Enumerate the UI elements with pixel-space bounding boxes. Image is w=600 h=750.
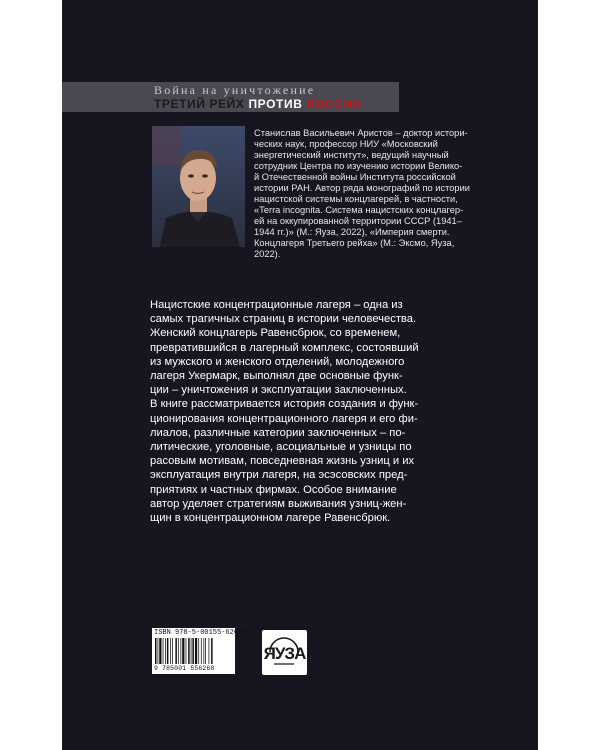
barcode-bar xyxy=(203,638,204,664)
author-bio-line: Концлагеря Третьего рейха» (М.: Эксмо, Яуза, xyxy=(254,238,455,248)
barcode-bar xyxy=(175,638,177,664)
author-bio-line: истории РАН. Автор ряда монографий по истории xyxy=(254,183,470,193)
description-line: ционирования концентрационного лагеря и его фи- xyxy=(150,412,418,425)
barcode-bar xyxy=(191,638,192,664)
barcode-bar xyxy=(155,638,157,664)
author-photo xyxy=(152,126,245,247)
description-line: Нацистские концентрационные лагеря – одна из xyxy=(150,299,403,311)
barcode-bar xyxy=(195,638,197,664)
barcode-bar xyxy=(211,638,213,664)
description-line: лиалов, различные категории заключенных – по- xyxy=(150,426,406,439)
barcode-bar xyxy=(186,638,187,664)
description-line: Женский концлагерь Равенсбрюк, со временем, xyxy=(150,327,401,340)
barcode-bar xyxy=(205,638,206,664)
isbn-digits: 9 785001 556268 xyxy=(154,665,215,672)
description-line: ции – уничтожения и эксплуатации заключенных. xyxy=(150,384,407,397)
description-line: автор уделяет стратегиям выживания узниц-жен- xyxy=(150,497,407,510)
barcode-bar xyxy=(158,638,159,664)
book-description xyxy=(150,298,495,525)
barcode-bar xyxy=(165,638,166,664)
description-line: из мужского и женского отделений, молодежного xyxy=(150,355,405,368)
series-subtitle-part1: ТРЕТИЙ РЕЙХ xyxy=(154,97,245,111)
description-line: превратившийся в лагерный комплекс, состоявший xyxy=(150,341,419,354)
barcode-bar xyxy=(163,638,164,664)
isbn-label: ISBN 978-5-00155-626-8 xyxy=(154,629,247,637)
barcode-bar xyxy=(192,638,194,664)
description-line: В книге рассматривается история создания и функ- xyxy=(150,398,419,411)
description-line: самых трагичных страниц в истории человечества. xyxy=(150,313,417,326)
author-bio-line: 1944 гг.)» (М.: Яуза, 2022), «Империя смерти. xyxy=(254,227,450,237)
series-subtitle xyxy=(154,97,362,111)
author-bio-line: нацистской системы концлагерей, в частности, xyxy=(254,194,458,204)
series-subtitle-part3: РОССИИ xyxy=(306,97,362,111)
author-bio-line: ей на оккупированной территории СССР (1941– xyxy=(254,216,462,226)
barcode-bar xyxy=(167,638,169,664)
publisher-logo-text: ЯУЗА xyxy=(263,644,306,663)
barcode-bar xyxy=(178,638,179,664)
author-portrait-image xyxy=(152,126,245,247)
barcode-bar xyxy=(201,638,202,664)
description-line: лагеря Укермарк, выполнял две основные функ- xyxy=(150,370,403,383)
description-line: расовым мотивам, повседневная жизнь узниц и их xyxy=(150,455,415,468)
barcode-bar xyxy=(172,638,173,664)
barcode-bar xyxy=(209,638,210,664)
author-bio-line: сотрудник Центра по изучению истории Велико- xyxy=(254,161,463,171)
author-bio-line: й Отечественной войны Института российской xyxy=(254,172,456,182)
isbn-barcode-block xyxy=(152,628,247,674)
barcode-bar xyxy=(182,638,184,664)
description-line: эксплуатация внутри лагеря, на эсэсовских пред- xyxy=(150,469,408,482)
series-subtitle-part2: ПРОТИВ xyxy=(248,97,303,111)
barcode-bar xyxy=(170,638,171,664)
description-line: щин в концентрационном лагере Равенсбрюк. xyxy=(150,512,391,525)
author-bio-line: Станислав Васильевич Аристов – доктор истори- xyxy=(254,128,468,138)
barcode-bar xyxy=(198,638,199,664)
publisher-logo xyxy=(262,630,307,675)
author-bio-line: энергетический институт», ведущий научный xyxy=(254,150,449,160)
barcode-bar xyxy=(159,638,161,664)
author-bio-line: 2022). xyxy=(254,249,281,259)
author-bio xyxy=(254,128,494,260)
barcode-image xyxy=(154,638,233,664)
description-line: приятиях и частных фирмах. Особое внимание xyxy=(150,483,397,496)
series-title: Война на уничтожение xyxy=(154,83,316,97)
barcode-bar xyxy=(181,638,182,664)
author-bio-line: «Terra incognita. Система нацистских концлагер- xyxy=(254,205,464,215)
author-bio-line: ческих наук, профессор НИУ «Московский xyxy=(254,139,438,149)
description-line: литические, уголовные, асоциальные и узницы по xyxy=(150,441,412,454)
barcode-bar xyxy=(188,638,190,664)
